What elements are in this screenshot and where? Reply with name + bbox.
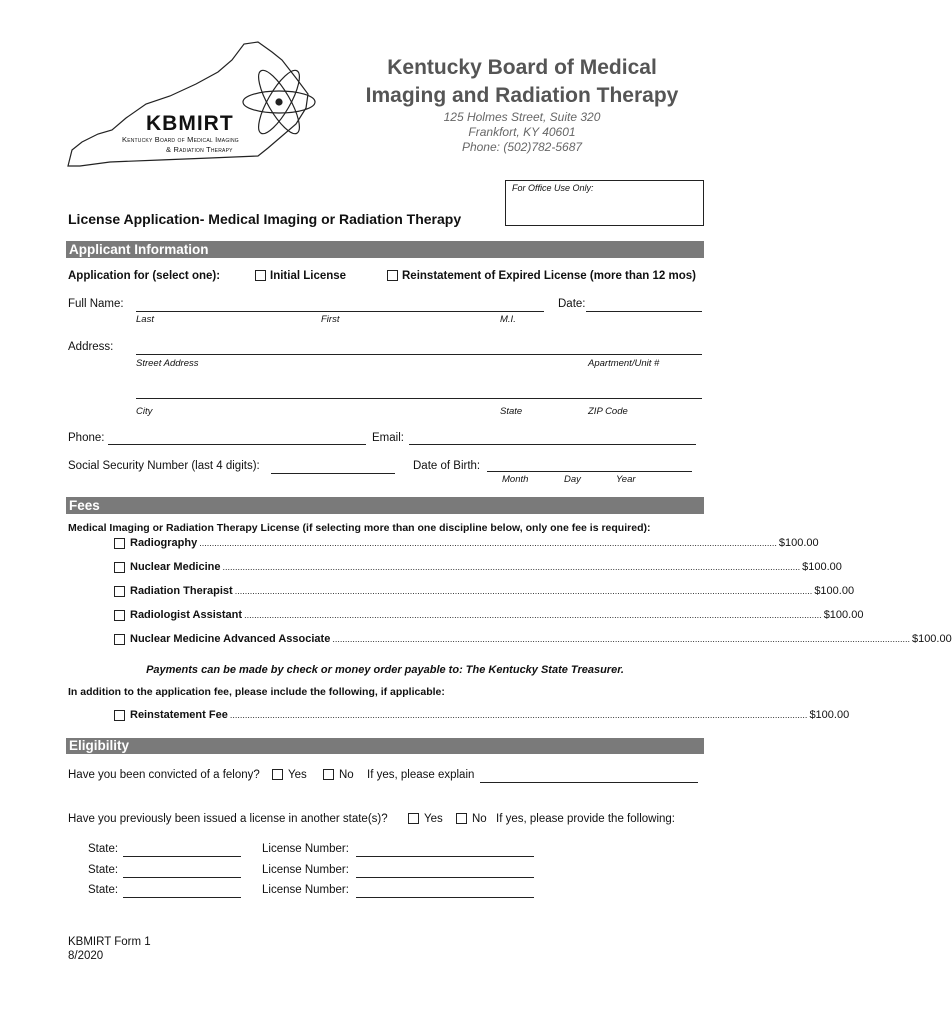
fee-line-nuclear-medicine	[130, 561, 842, 573]
other-license-yes-checkbox[interactable]	[408, 813, 419, 824]
email-label: Email:	[372, 432, 404, 444]
reinstatement-label: Reinstatement of Expired License (more than 12 mos)	[402, 270, 696, 282]
fee-line-radiologist-assistant	[130, 609, 864, 621]
city-state-zip-field[interactable]	[136, 398, 702, 399]
radiologist-assistant-checkbox[interactable]	[114, 610, 125, 621]
license-number-label-1: License Number:	[262, 843, 349, 855]
felony-no-label: No	[339, 769, 354, 781]
other-license-no-label: No	[472, 813, 487, 825]
other-license-no-checkbox[interactable]	[456, 813, 467, 824]
dot-leader: .......................................................................................................................................................................................................................................	[229, 710, 808, 720]
email-field[interactable]	[409, 444, 696, 445]
name-mi-caption: M.I.	[500, 314, 516, 325]
dob-year-caption: Year	[616, 474, 636, 485]
form-date: 8/2020	[68, 950, 104, 962]
date-label: Date:	[558, 298, 586, 310]
ssn-label: Social Security Number (last 4 digits):	[68, 460, 260, 472]
felony-explain-field[interactable]	[480, 782, 698, 783]
logo-subtitle-1: Kentucky Board of Medical Imaging	[122, 135, 239, 144]
fee-amount: $100.00	[823, 609, 864, 621]
state-label-2: State:	[88, 864, 119, 876]
fee-label: Radiation Therapist	[130, 585, 233, 597]
felony-no-checkbox[interactable]	[323, 769, 334, 780]
fee-amount: $100.00	[809, 709, 850, 721]
fee-label: Radiography	[130, 537, 198, 549]
state-caption: State	[500, 406, 523, 417]
dob-day-caption: Day	[564, 474, 581, 485]
radiography-checkbox[interactable]	[114, 538, 125, 549]
dot-leader: .......................................................................................................................................................................................................................................	[222, 562, 801, 572]
reinstatement-checkbox[interactable]	[387, 270, 398, 281]
section-header-fees: Fees	[66, 497, 704, 514]
section-header-applicant: Applicant Information	[66, 241, 704, 258]
fee-amount: $100.00	[911, 633, 952, 645]
fee-amount: $100.00	[814, 585, 855, 597]
fee-label: Nuclear Medicine	[130, 561, 221, 573]
logo-subtitle-2: & Radiation Therapy	[166, 145, 233, 154]
other-license-question: Have you previously been issued a license in another state(s)?	[68, 813, 388, 825]
dob-field[interactable]	[487, 471, 692, 472]
state-label-1: State:	[88, 843, 119, 855]
felony-yes-label: Yes	[288, 769, 307, 781]
org-title-line2: Imaging and Radiation Therapy	[365, 84, 679, 107]
application-for-label: Application for (select one):	[68, 270, 221, 282]
fee-line-radiography	[130, 537, 819, 549]
city-caption: City	[136, 406, 153, 417]
fee-label: Reinstatement Fee	[130, 709, 228, 721]
state-field-2[interactable]	[123, 877, 241, 878]
fee-label: Radiologist Assistant	[130, 609, 243, 621]
full-name-label: Full Name:	[68, 298, 124, 310]
section-header-eligibility: Eligibility	[66, 738, 704, 754]
radiation-therapist-checkbox[interactable]	[114, 586, 125, 597]
phone-label: Phone:	[68, 432, 105, 444]
additional-fees-intro: In addition to the application fee, please include the following, if applicable:	[68, 686, 445, 698]
name-first-caption: First	[321, 314, 340, 325]
initial-license-label: Initial License	[270, 270, 347, 282]
payment-note: Payments can be made by check or money order payable to: The Kentucky State Treasurer.	[146, 664, 624, 676]
date-field[interactable]	[586, 311, 702, 312]
license-number-field-2[interactable]	[356, 877, 534, 878]
form-id: KBMIRT Form 1	[68, 936, 151, 948]
office-use-label: For Office Use Only:	[512, 183, 594, 193]
full-name-field[interactable]	[136, 311, 544, 312]
felony-question: Have you been convicted of a felony?	[68, 769, 260, 781]
other-license-yes-label: Yes	[424, 813, 443, 825]
dob-month-caption: Month	[502, 474, 529, 485]
fee-line-reinstatement	[130, 709, 850, 721]
office-use-box	[505, 180, 704, 226]
other-license-followup: If yes, please provide the following:	[496, 813, 675, 825]
form-title: License Application- Medical Imaging or Radiation Therapy	[68, 211, 462, 227]
fees-intro: Medical Imaging or Radiation Therapy License (if selecting more than one discipline below, only one fee is required):	[68, 522, 651, 534]
initial-license-checkbox[interactable]	[255, 270, 266, 281]
org-title-line1: Kentucky Board of Medical	[387, 56, 657, 79]
fee-line-radiation-therapist	[130, 585, 855, 597]
zip-caption: ZIP Code	[588, 406, 628, 417]
felony-followup-label: If yes, please explain	[367, 769, 475, 781]
state-field-1[interactable]	[123, 856, 241, 857]
nuclear-medicine-checkbox[interactable]	[114, 562, 125, 573]
phone-field[interactable]	[108, 444, 366, 445]
fee-amount: $100.00	[778, 537, 819, 549]
state-field-3[interactable]	[123, 897, 241, 898]
org-address-line1: 125 Holmes Street, Suite 320	[443, 110, 601, 124]
name-last-caption: Last	[136, 314, 154, 325]
dob-label: Date of Birth:	[413, 460, 481, 472]
license-number-field-3[interactable]	[356, 897, 534, 898]
apartment-unit-caption: Apartment/Unit #	[588, 358, 660, 369]
street-address-field[interactable]	[136, 354, 702, 355]
reinstatement-fee-checkbox[interactable]	[114, 710, 125, 721]
org-phone: Phone: (502)782-5687	[461, 140, 583, 154]
fee-line-nuclear-medicine-advanced	[130, 633, 952, 645]
dot-leader: .......................................................................................................................................................................................................................................	[234, 586, 813, 596]
nuclear-medicine-advanced-checkbox[interactable]	[114, 634, 125, 645]
org-address-line2: Frankfort, KY 40601	[468, 125, 576, 139]
state-label-3: State:	[88, 884, 119, 896]
ssn-field[interactable]	[271, 473, 395, 474]
street-address-caption: Street Address	[136, 358, 199, 369]
dot-leader: .......................................................................................................................................................................................................................................	[332, 634, 910, 644]
logo-acronym: KBMIRT	[146, 112, 234, 135]
license-number-label-2: License Number:	[262, 864, 349, 876]
dot-leader: .......................................................................................................................................................................................................................................	[244, 610, 822, 620]
license-number-field-1[interactable]	[356, 856, 534, 857]
address-label: Address:	[68, 341, 114, 353]
license-number-label-3: License Number:	[262, 884, 349, 896]
fee-label: Nuclear Medicine Advanced Associate	[130, 633, 331, 645]
dot-leader: .......................................................................................................................................................................................................................................	[199, 538, 777, 548]
fee-amount: $100.00	[802, 561, 842, 573]
felony-yes-checkbox[interactable]	[272, 769, 283, 780]
